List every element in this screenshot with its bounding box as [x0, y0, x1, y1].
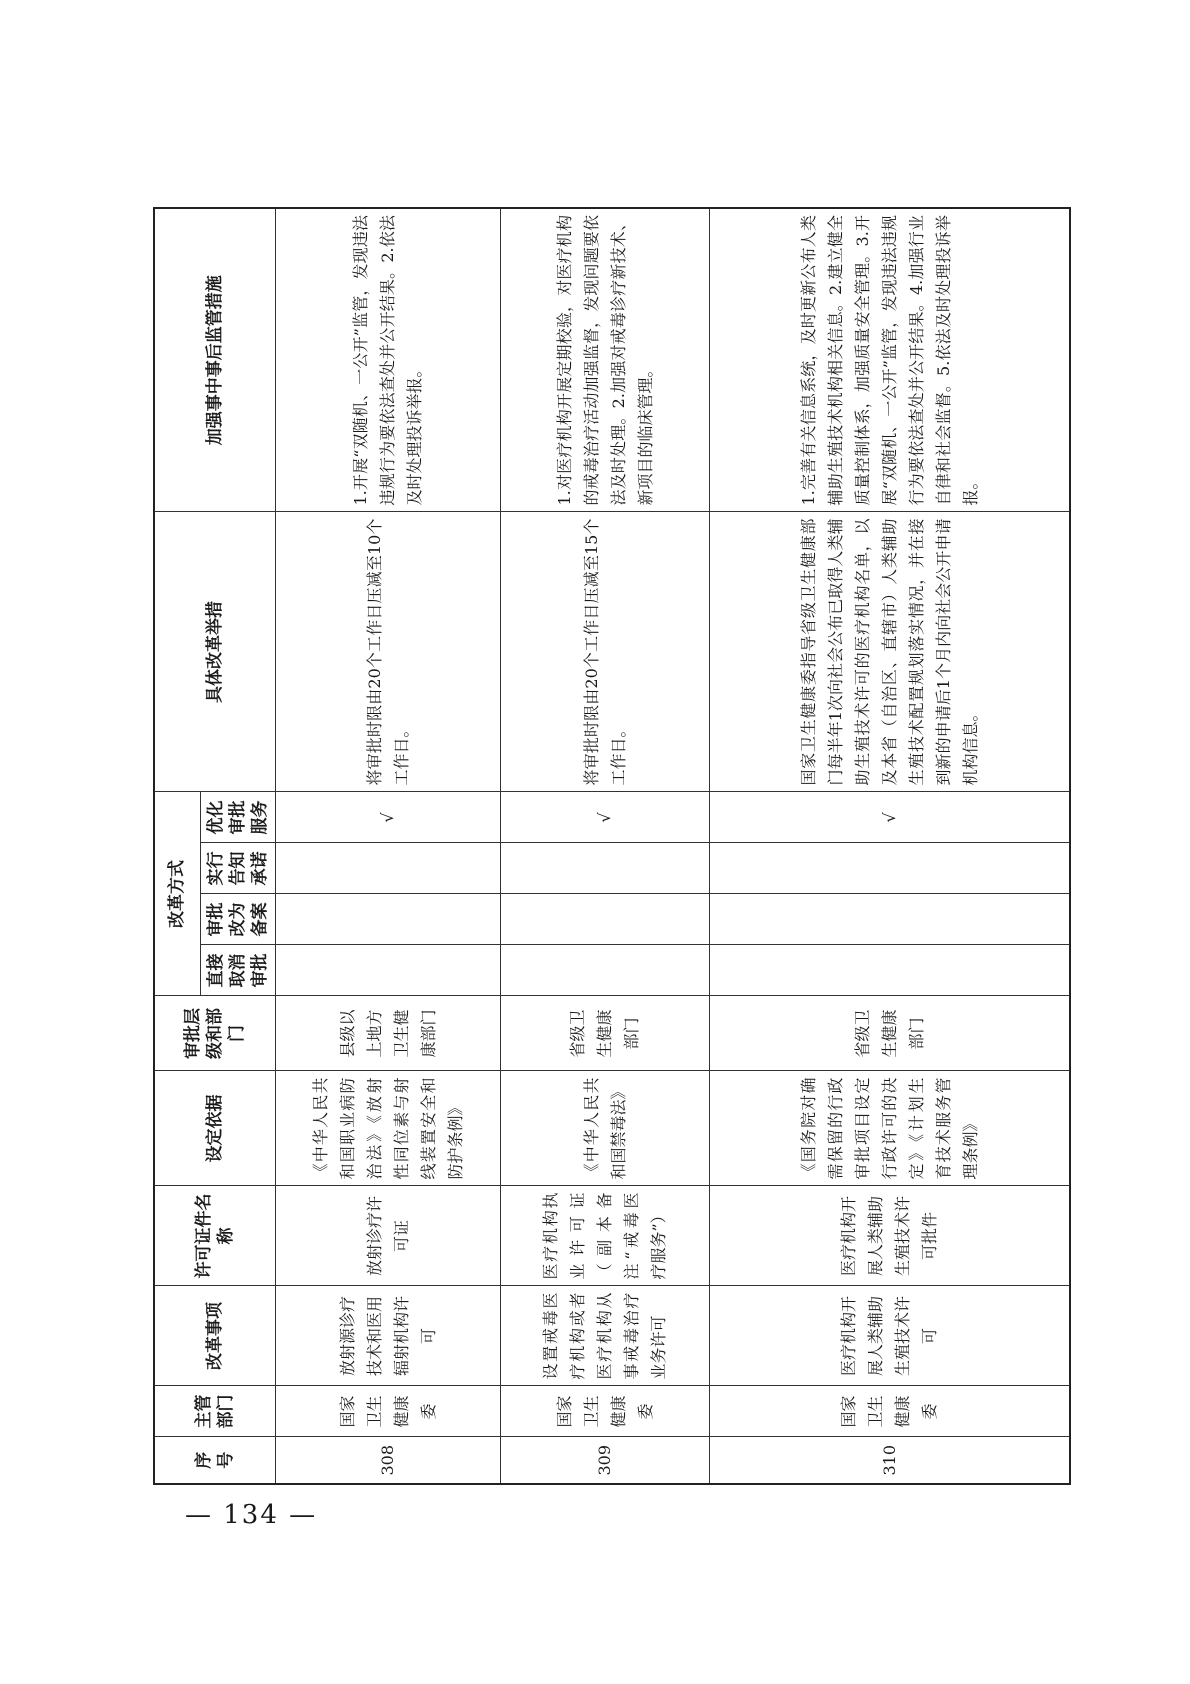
cell-item: 放射源诊疗技术和医用辐射机构许可	[275, 1286, 500, 1386]
cell-measures: 国家卫生健康委指导省级卫生健康部门每半年1次向社会公布已取得人类辅助生殖技术许可的医疗机构名单，以及本省（自治区、直辖市）人类辅助生殖技术配置规划落实情况，并在接到新的申请后1个月内向社会公开申请机构信息。	[709, 512, 1070, 792]
header-mode-cancel: 直接取消审批	[200, 945, 275, 996]
cell-supervision: 1.完善有关信息系统，及时更新公布人类辅助生殖技术机构相关信息。2.建立健全质量控制体系，加强质量安全管理。3.开展“双随机、一公开”监管，发现违法违规行为要依法查处并公开结果。4.加强行业自律和社会监督。5.依法及时处理投诉举报。	[709, 208, 1070, 512]
cell-item: 设置戒毒医疗机构或者医疗机构从事戒毒治疗业务许可	[500, 1286, 709, 1386]
page-number: — 134 —	[185, 1500, 318, 1530]
header-mode-optimize: 优化审批服务	[200, 792, 275, 843]
cell-optimize-check: √	[709, 792, 1070, 843]
header-dept: 主管部门	[154, 1386, 275, 1437]
cell-license: 放射诊疗许可证	[275, 1186, 500, 1286]
header-mode-notify: 实行告知承诺	[200, 843, 275, 894]
cell-notify	[275, 843, 500, 894]
cell-dept: 国家卫生健康委	[500, 1386, 709, 1437]
header-measures: 具体改革举措	[154, 512, 275, 792]
cell-record	[275, 894, 500, 945]
cell-license: 医疗机构执业许可证（副本备注“戒毒医疗服务”）	[500, 1186, 709, 1286]
cell-optimize-check: √	[275, 792, 500, 843]
header-reform-mode: 改革方式	[154, 792, 200, 996]
cell-seq: 310	[709, 1437, 1070, 1484]
cell-basis: 《中华人民共和国职业病防治法》《放射性同位素与射线装置安全和防护条例》	[275, 1071, 500, 1186]
cell-level: 县级以上地方卫生健康部门	[275, 996, 500, 1071]
cell-cancel	[709, 945, 1070, 996]
header-level: 审批层级和部门	[154, 996, 275, 1071]
cell-basis: 《国务院对确需保留的行政审批项目设定行政许可的决定》《计划生育技术服务管理条例》	[709, 1071, 1070, 1186]
header-mode-record: 审批改为备案	[200, 894, 275, 945]
cell-license: 医疗机构开展人类辅助生殖技术许可批件	[709, 1186, 1070, 1286]
cell-optimize-check: √	[500, 792, 709, 843]
cell-supervision: 1.对医疗机构开展定期校验，对医疗机构的戒毒治疗活动加强监督，发现问题要依法及时处理。2.加强对戒毒诊疗新技术、新项目的临床管理。	[500, 208, 709, 512]
cell-level: 省级卫生健康部门	[500, 996, 709, 1071]
table-row	[275, 208, 500, 1484]
cell-notify	[709, 843, 1070, 894]
header-row-1	[154, 208, 200, 1484]
cell-seq: 309	[500, 1437, 709, 1484]
cell-notify	[500, 843, 709, 894]
cell-level: 省级卫生健康部门	[709, 996, 1070, 1071]
cell-item: 医疗机构开展人类辅助生殖技术许可	[709, 1286, 1070, 1386]
table-row	[709, 208, 1070, 1484]
header-license: 许可证件名称	[154, 1186, 275, 1286]
header-supervision: 加强事中事后监管措施	[154, 208, 275, 512]
cell-record	[500, 894, 709, 945]
cell-dept: 国家卫生健康委	[275, 1386, 500, 1437]
rotated-table-container	[153, 209, 1048, 1485]
header-item: 改革事项	[154, 1286, 275, 1386]
reform-table	[153, 207, 1071, 1485]
cell-measures: 将审批时限由20个工作日压减至15个工作日。	[500, 512, 709, 792]
header-seq: 序号	[154, 1437, 275, 1484]
cell-measures: 将审批时限由20个工作日压减至10个工作日。	[275, 512, 500, 792]
cell-seq: 308	[275, 1437, 500, 1484]
table-row	[500, 208, 709, 1484]
cell-supervision: 1.开展“双随机、一公开”监管，发现违法违规行为要依法查处并公开结果。2.依法及时处理投诉举报。	[275, 208, 500, 512]
cell-basis: 《中华人民共和国禁毒法》	[500, 1071, 709, 1186]
cell-dept: 国家卫生健康委	[709, 1386, 1070, 1437]
cell-record	[709, 894, 1070, 945]
cell-cancel	[275, 945, 500, 996]
cell-cancel	[500, 945, 709, 996]
header-basis: 设定依据	[154, 1071, 275, 1186]
